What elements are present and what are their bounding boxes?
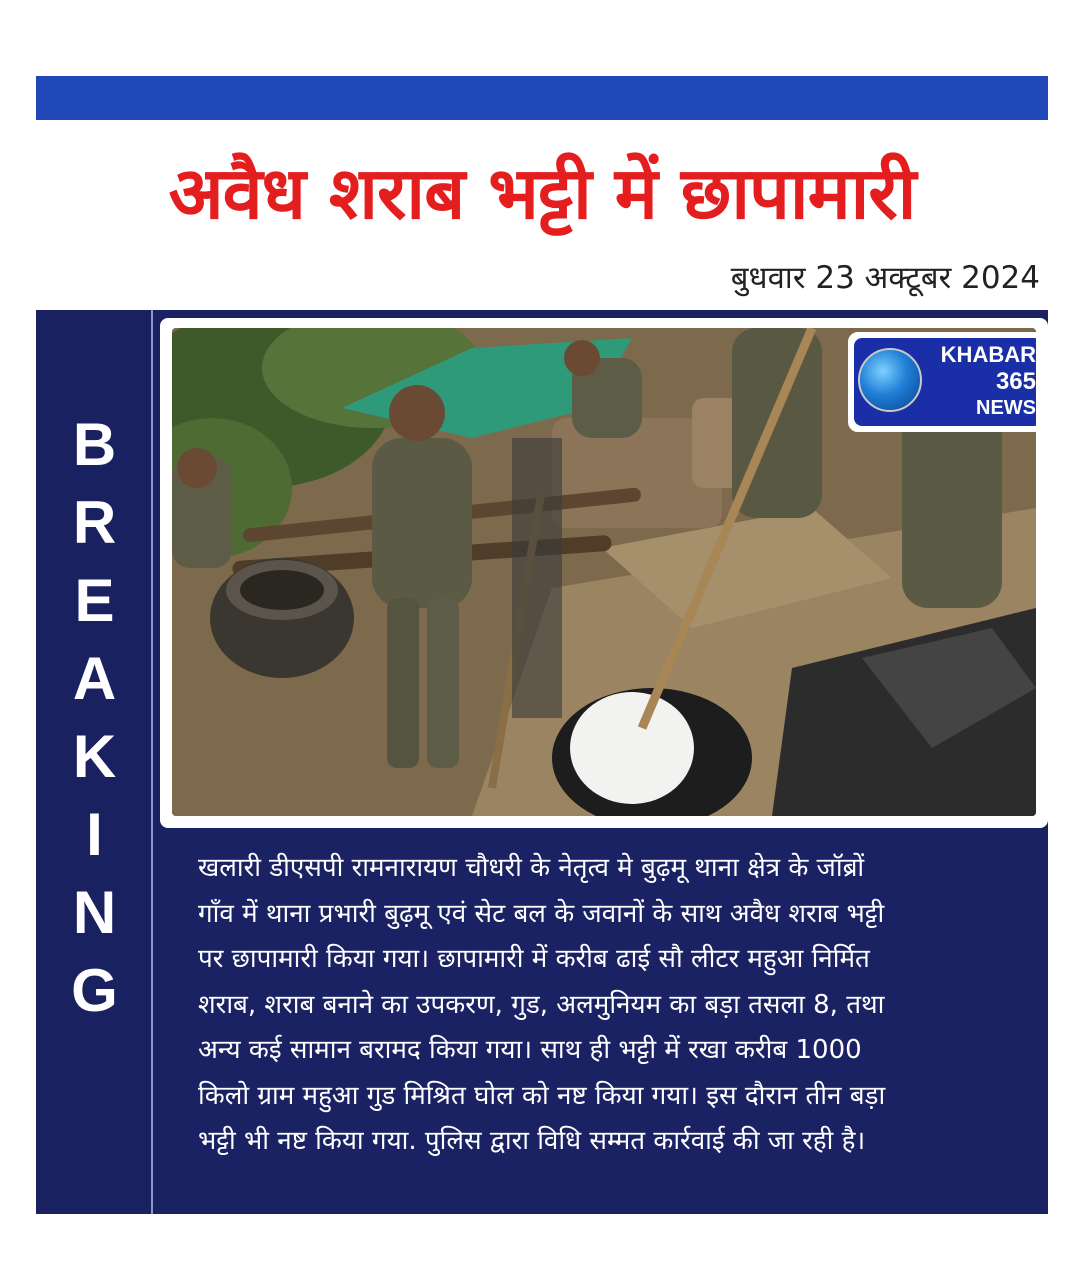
breaking-letter: I <box>86 801 103 868</box>
breaking-letter: R <box>72 489 117 556</box>
channel-logo <box>848 332 1036 432</box>
news-body <box>198 846 1038 1165</box>
date-line: बुधवार 23 अक्टूबर 2024 <box>730 260 1040 296</box>
breaking-letter: G <box>71 957 118 1024</box>
news-card <box>36 76 1048 1214</box>
body-line: अन्य कई सामान बरामद किया गया। साथ ही भट्टी में रखा करीब 1000 <box>198 1035 862 1065</box>
breaking-sidebar <box>36 310 153 1214</box>
body-line: शराब, शराब बनाने का उपकरण, गुड, अलमुनियम का बड़ा तसला 8, तथा <box>198 989 885 1020</box>
top-color-bar <box>36 76 1048 120</box>
breaking-letter: E <box>74 567 115 634</box>
body-line: भट्टी भी नष्ट किया गया. पुलिस द्वारा विधि सम्मत कार्रवाई की जा रही है। <box>198 1126 866 1156</box>
body-line: खलारी डीएसपी रामनारायण चौधरी के नेतृत्व मे बुढ़मू थाना क्षेत्र के जॉब्रों <box>198 853 865 883</box>
breaking-letter: N <box>72 879 117 946</box>
body-line: पर छापामारी किया गया। छापामारी में करीब ढाई सौ लीटर महुआ निर्मित <box>198 944 870 974</box>
breaking-letter: B <box>72 411 117 478</box>
breaking-letter: A <box>72 645 117 712</box>
logo-background <box>854 338 1036 426</box>
headline: अवैध शराब भट्टी में छापामारी <box>168 151 916 235</box>
body-line: गाँव में थाना प्रभारी बुढ़मू एवं सेट बल के जवानों के साथ अवैध शराब भट्टी <box>198 898 885 929</box>
breaking-letter: K <box>72 723 117 790</box>
news-photo-frame <box>160 318 1048 828</box>
header <box>36 120 1048 310</box>
news-photo <box>172 328 1036 816</box>
globe-icon <box>858 348 922 412</box>
breaking-label <box>36 406 153 1030</box>
logo-text-365: 365 <box>995 368 1036 395</box>
logo-text-news: NEWS <box>976 397 1036 419</box>
body-line: किलो ग्राम महुआ गुड मिश्रित घोल को नष्ट किया गया। इस दौरान तीन बड़ा <box>198 1080 886 1111</box>
logo-text-khabar: KHABAR <box>940 342 1036 367</box>
